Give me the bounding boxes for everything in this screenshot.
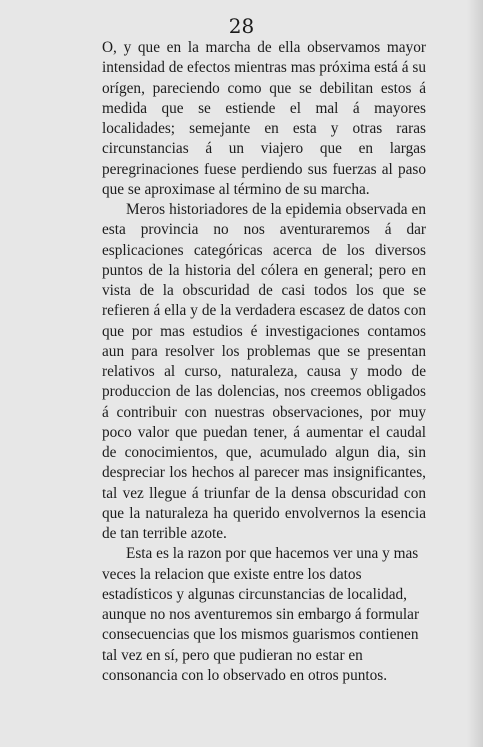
paragraph-3: Esta es la razon por que hacemos ver una y mas veces la relacion que existe entre los datos estadísticos y algunas circunstancias de localidad, aunque no nos aventuremos sin embargo á formular consecuencias que los mismos guarismos contienen tal vez en sí, pero que pudieran no estar en consonancia con lo observado en otros puntos. [102, 545, 420, 684]
body-text [102, 38, 426, 686]
page-edge-shadow [467, 0, 483, 747]
page-number: 28 [228, 14, 255, 38]
paragraph-1: O, y que en la marcha de ella observamos mayor intensidad de efectos mientras mas próxima está á su orígen, pareciendo como que se debilitan estos á medida que se estiende el mal á mayores localidades; semejante en esta y otras raras circunstancias á un viajero que en largas peregrinaciones fuese perdiendo sus fuerzas al paso que se aproximase al término de su marcha. [102, 39, 426, 198]
paragraph-2: Meros historiadores de la epidemia observada en esta provincia no nos aventuraremos á dar esplicaciones categóricas acerca de los diversos puntos de la historia del cólera en general; pero en vista de la obscuridad de casi todos los que se refieren á ella y de la verdadera escasez de datos con que por mas estudios é investigaciones contamos aun para resolver los problemas que se presentan relativos al curso, naturaleza, causa y modo de produccion de las dolencias, nos creemos obligados á contribuir con nuestras observaciones, por muy poco valor que puedan tener, á aumentar el caudal de conocimientos, que, acumulado algun dia, sin despreciar los hechos al parecer mas insignificantes, tal vez llegue á triunfar de la densa obscuridad con que la naturaleza ha querido envolvernos la esencia de tan terrible azote. [102, 201, 426, 542]
